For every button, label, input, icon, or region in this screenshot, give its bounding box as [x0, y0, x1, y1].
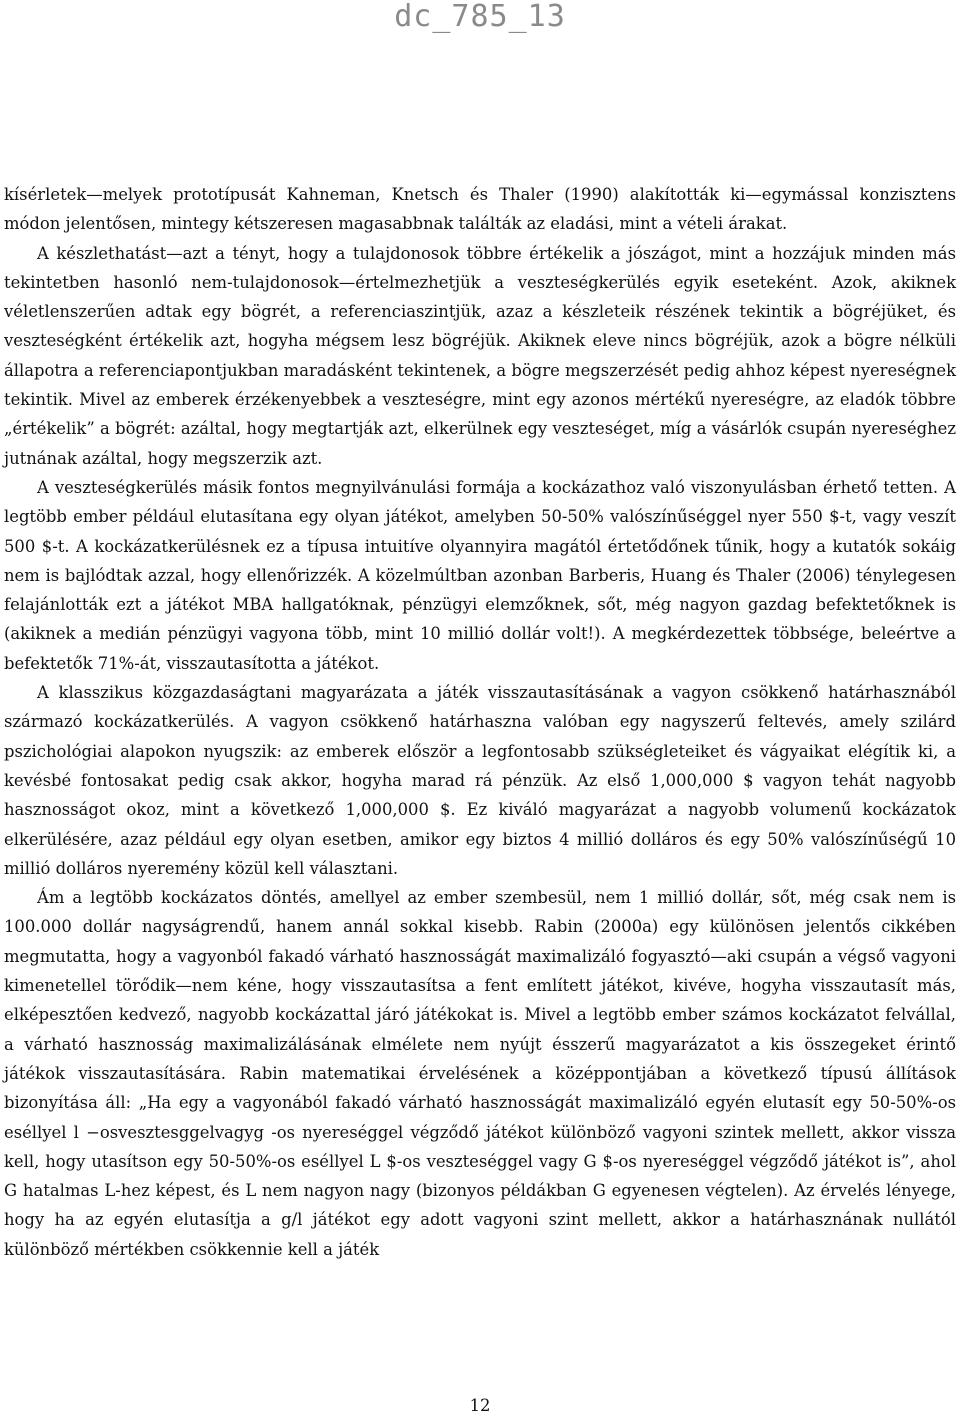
paragraph-rabin-argument: Ám a legtöbb kockázatos döntés, amellyel az ember szembesül, nem 1 millió dollár, sőt, még csak nem is 100.000 dollár nagyságrendű, hanem annál sokkal kisebb. Rabin (2000a) egy különösen jelentős cikkében megmutatta, hogy a vagyonból fakadó várható hasznosságát maximalizáló fogyasztó—aki csupán a végső vagyoni kimenetellel törődik—nem kéne, hogy visszautasítsa a fent említett játékot, kivéve, hogyha visszautasít más, elképesztően kedvező, nagyobb kockázattal járó játékokat is. Mivel a legtöbb ember számos kockázatot felvállal, a várható hasznosság maximalizálásának elmélete nem nyújt ésszerű magyarázatot a kis összegeket érintő játékok visszautasítására. Rabin matematikai érvelésének a középpontjában a következő típusú állítások bizonyítása áll: „Ha egy a vagyonából fakadó várható hasznosságát maximalizáló egyén elutasít egy 50-50%-os eséllyel l −osvesztesggelvagyg -os nyereséggel végződő játékot különböző vagyoni szintek mellett, akkor vissza kell, hogy utasítson egy 50-50%-os eséllyel L $-os veszteséggel vagy G $-os nyereséggel végződő játékot is”, ahol G hatalmas L-hez képest, és L nem nagyon nagy (bizonyos példákban G egyenesen végtelen). Az érvelés lényege, hogy ha az egyén elutasítja a g/l játékot egy adott vagyoni szint mellett, akkor a határhasznának nullától különböző mértékben csökkennie kell a játék: [4, 888, 956, 1259]
body-text: [4, 180, 956, 1264]
paragraph-continuation: kísérletek—melyek prototípusát Kahneman, Knetsch és Thaler (1990) alakították ki—egymással konzisztens módon jelentősen, mintegy kétszeresen magasabbnak találták az eladási, mint a vételi árakat.: [4, 185, 956, 234]
paragraph-risk-aversion: A veszteségkerülés másik fontos megnyilvánulási formája a kockázathoz való viszonyulásban érhető tetten. A legtöbb ember például elutasítana egy olyan játékot, amelyben 50-50% valószínűséggel nyer 550 $-t, vagy veszít 500 $-t. A kockázatkerülésnek ez a típusa intuitíve olyannyira magától értetődőnek tűnik, hogy a kutatók sokáig nem is bajlódtak azzal, hogy ellenőrizzék. A közelmúltban azonban Barberis, Huang és Thaler (2006) ténylegesen felajánlották ezt a játékot MBA hallgatóknak, pénzügyi elemzőknek, sőt, még nagyon gazdag befektetőknek is (akiknek a medián pénzügyi vagyona több, mint 10 millió dollár volt!). A megkérdezettek többsége, beleértve a befektetők 71%-át, visszautasította a játékot.: [4, 477, 956, 673]
document-id-header: dc_785_13: [394, 0, 566, 34]
paragraph-classical-explanation: A klasszikus közgazdaságtani magyarázata a játék visszautasításának a vagyon csökkenő határhasznából származó kockázatkerülés. A vagyon csökkenő határhaszna valóban egy nagyszerű feltevés, amely szilárd pszichológiai alapokon nyugszik: az emberek először a legfontosabb szükségleteiket és vágyaikat elégítik ki, a kevésbé fontosakat pedig csak akkor, hogyha marad rá pénzük. Az első 1,000,000 $ vagyon tehát nagyobb hasznosságot okoz, mint a következő 1,000,000 $. Ez kiváló magyarázat a nagyobb volumenű kockázatok elkerülésére, azaz például egy olyan esetben, amikor egy biztos 4 millió dolláros és egy 50% valószínűségű 10 millió dolláros nyeremény közül kell választani.: [4, 683, 956, 878]
page-number: 12: [469, 1396, 491, 1415]
paragraph-endowment-effect: A készlethatást—azt a tényt, hogy a tulajdonosok többre értékelik a jószágot, mint a hozzájuk minden más tekintetben hasonló nem-tulajdonosok—értelmezhetjük a veszteségkerülés egyik eseteként. Azok, akiknek véletlenszerűen adtak egy bögrét, a referenciaszintjük, azaz a készleteik részének tekintik a bögréjüket, és veszteségként értékelik azt, hogyha mégsem lesz bögréjük. Akiknek eleve nincs bögréjük, azok a bögre nélküli állapotra a referenciapontjukban maradásként tekintenek, a bögre megszerzését pedig ahhoz képest nyereségnek tekintik. Mivel az emberek érzékenyebbek a veszteségre, mint egy azonos mértékű nyereségre, az eladók többre „értékelik” a bögrét: azáltal, hogy megtartják azt, elkerülnek egy veszteséget, míg a vásárlók csupán nyereséghez jutnának azáltal, hogy megszerzik azt.: [4, 243, 956, 468]
